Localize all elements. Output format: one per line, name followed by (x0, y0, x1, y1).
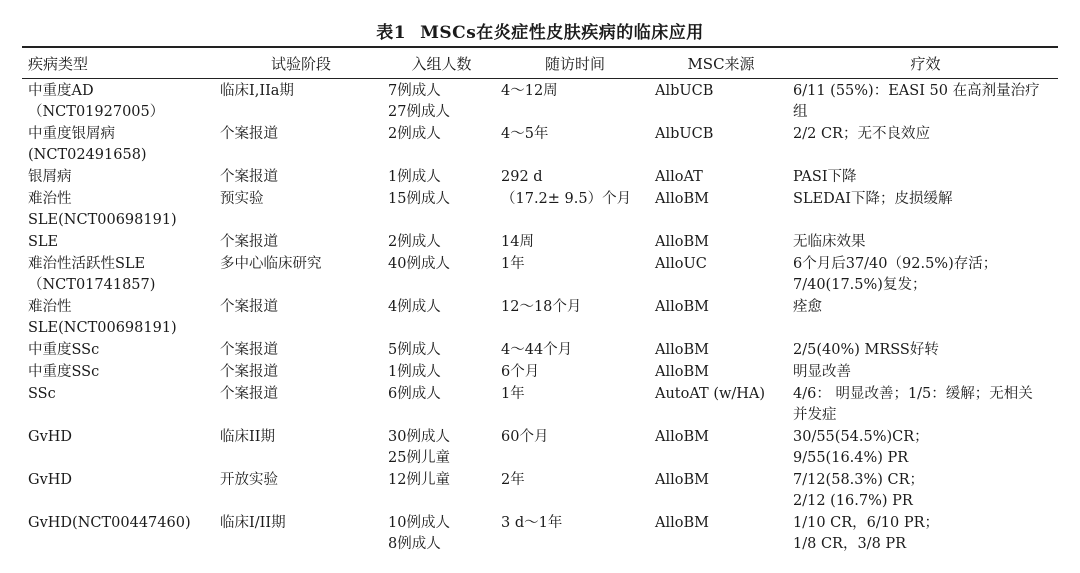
enrollment-cell (382, 297, 495, 340)
enrollment-cell (382, 254, 495, 297)
efficacy-cell-line: 明显改善 (793, 364, 851, 380)
phase-cell-line: 多中心临床研究 (220, 256, 322, 272)
phase-cell-line: 临床I/II期 (220, 515, 286, 531)
efficacy-cell-line: 2/12 (16.7%) PR (793, 493, 913, 509)
msc-source-cell-line: AlloAT (655, 169, 703, 185)
disease-cell (22, 78, 214, 124)
clinical-application-table (22, 50, 1058, 556)
phase-cell (214, 167, 382, 189)
enrollment-cell (382, 167, 495, 189)
followup-cell-line: 6个月 (501, 364, 540, 380)
disease-cell (22, 254, 214, 297)
table-number: 表1 (376, 23, 407, 43)
disease-cell-line: GvHD (28, 429, 73, 445)
followup-cell (495, 513, 649, 556)
msc-source-cell-line: AlloBM (655, 515, 709, 531)
enrollment-cell-line: 4例成人 (388, 299, 441, 315)
enrollment-cell (382, 189, 495, 232)
table-row (22, 124, 1058, 167)
enrollment-cell-line: 1例成人 (388, 364, 441, 380)
table-row (22, 232, 1058, 254)
followup-cell-line: 292 d (501, 169, 543, 185)
efficacy-cell-line: 9/55(16.4%) PR (793, 450, 909, 466)
followup-cell-line: 12～18个月 (501, 299, 582, 315)
efficacy-cell-line: 1/8 CR，3/8 PR (793, 536, 907, 552)
msc-source-cell-line: AlbUCB (655, 126, 714, 142)
enrollment-cell (382, 470, 495, 513)
efficacy-cell (787, 167, 1058, 189)
efficacy-cell (787, 297, 1058, 340)
enrollment-cell (382, 78, 495, 124)
disease-cell-line: (NCT02491658) (28, 147, 147, 163)
msc-source-cell (649, 427, 787, 470)
phase-cell-line: 个案报道 (220, 386, 278, 402)
phase-cell (214, 189, 382, 232)
enrollment-cell-line: 5例成人 (388, 342, 441, 358)
disease-cell-line: SLE (28, 234, 59, 250)
phase-cell-line: 开放实验 (220, 472, 278, 488)
disease-cell (22, 513, 214, 556)
efficacy-cell (787, 470, 1058, 513)
table-row (22, 78, 1058, 124)
disease-cell (22, 362, 214, 384)
table-row (22, 362, 1058, 384)
followup-cell (495, 78, 649, 124)
disease-cell (22, 189, 214, 232)
efficacy-cell-line: 6个月后37/40（92.5%)存活； (793, 256, 998, 272)
efficacy-cell-line: PASI下降 (793, 169, 857, 185)
disease-cell-line: GvHD (28, 472, 73, 488)
followup-cell-line: 4～12周 (501, 83, 558, 99)
table-row (22, 384, 1058, 427)
enrollment-cell-line: 7例成人 (388, 83, 441, 99)
msc-source-cell-line: AlloBM (655, 234, 709, 250)
phase-cell (214, 254, 382, 297)
enrollment-cell (382, 232, 495, 254)
enrollment-cell-line: 40例成人 (388, 256, 450, 272)
phase-cell (214, 362, 382, 384)
followup-cell (495, 124, 649, 167)
enrollment-cell-line: 12例儿童 (388, 472, 450, 488)
enrollment-cell (382, 124, 495, 167)
msc-source-cell-line: AlloBM (655, 342, 709, 358)
disease-cell-line: 中重度AD (28, 83, 94, 99)
table-row (22, 254, 1058, 297)
phase-cell-line: 个案报道 (220, 234, 278, 250)
followup-cell-line: 4～44个月 (501, 342, 573, 358)
enrollment-cell (382, 513, 495, 556)
followup-cell (495, 340, 649, 362)
phase-cell (214, 78, 382, 124)
header-followup: 随访时间 (544, 54, 605, 73)
phase-cell (214, 297, 382, 340)
enrollment-cell-line: 2例成人 (388, 234, 441, 250)
msc-source-cell (649, 340, 787, 362)
followup-cell-line: 4～5年 (501, 126, 549, 142)
header-disease-type: 疾病类型 (28, 54, 89, 73)
table-row (22, 189, 1058, 232)
table-row (22, 340, 1058, 362)
msc-source-cell-line: AlloBM (655, 299, 709, 315)
msc-source-cell (649, 513, 787, 556)
phase-cell (214, 470, 382, 513)
phase-cell-line: 临床I,IIa期 (220, 83, 294, 99)
disease-cell-line: 中重度SSc (28, 342, 100, 358)
msc-source-cell (649, 167, 787, 189)
msc-source-cell (649, 297, 787, 340)
table-row (22, 470, 1058, 513)
efficacy-cell (787, 189, 1058, 232)
followup-cell-line: 14周 (501, 234, 534, 250)
disease-cell (22, 340, 214, 362)
msc-source-cell-line: AlloUC (655, 256, 707, 272)
disease-cell (22, 427, 214, 470)
phase-cell (214, 384, 382, 427)
enrollment-cell-line: 15例成人 (388, 191, 450, 207)
followup-cell (495, 189, 649, 232)
enrollment-cell-line: 8例成人 (388, 536, 441, 552)
followup-cell (495, 297, 649, 340)
followup-cell (495, 254, 649, 297)
efficacy-cell (787, 513, 1058, 556)
disease-cell (22, 297, 214, 340)
disease-cell-line: （NCT01927005） (28, 104, 165, 120)
enrollment-cell-line: 25例儿童 (388, 450, 450, 466)
enrollment-cell (382, 384, 495, 427)
efficacy-cell-line: 4/6： 明显改善；1/5：缓解；无相关并发症 (793, 386, 1033, 423)
phase-cell-line: 个案报道 (220, 364, 278, 380)
enrollment-cell-line: 30例成人 (388, 429, 450, 445)
table-caption (0, 18, 1080, 43)
enrollment-cell-line: 27例成人 (388, 104, 450, 120)
efficacy-cell-line: 7/12(58.3%) CR； (793, 472, 925, 488)
disease-cell (22, 470, 214, 513)
efficacy-cell-line: 7/40(17.5%)复发； (793, 277, 927, 293)
enrollment-cell (382, 427, 495, 470)
msc-source-cell (649, 124, 787, 167)
enrollment-cell-line: 2例成人 (388, 126, 441, 142)
enrollment-cell-line: 6例成人 (388, 386, 441, 402)
followup-cell-line: 1年 (501, 256, 525, 272)
followup-cell-line: 2年 (501, 472, 525, 488)
efficacy-cell-line: 2/5(40%) MRSS好转 (793, 342, 939, 358)
followup-cell (495, 470, 649, 513)
disease-cell-line: 中重度银屑病 (28, 126, 115, 142)
phase-cell (214, 340, 382, 362)
msc-source-cell-line: AlloBM (655, 472, 709, 488)
followup-cell-line: （17.2± 9.5）个月 (501, 191, 632, 207)
efficacy-cell (787, 124, 1058, 167)
followup-cell (495, 167, 649, 189)
msc-source-cell (649, 470, 787, 513)
efficacy-cell-line: 2/2 CR；无不良效应 (793, 126, 930, 142)
disease-cell-line: （NCT01741857) (28, 277, 156, 293)
disease-cell-line: SLE(NCT00698191) (28, 212, 177, 228)
top-rule (22, 46, 1058, 48)
disease-cell-line: SSc (28, 386, 56, 402)
efficacy-cell (787, 340, 1058, 362)
table-title: MSCs在炎症性皮肤疾病的临床应用 (420, 23, 704, 43)
msc-source-cell (649, 189, 787, 232)
table-row (22, 297, 1058, 340)
followup-cell (495, 232, 649, 254)
efficacy-cell-line: 无临床效果 (793, 234, 866, 250)
table-row (22, 427, 1058, 470)
enrollment-cell (382, 362, 495, 384)
efficacy-cell-line: SLEDAI下降；皮损缓解 (793, 191, 953, 207)
efficacy-cell-line: 1/10 CR，6/10 PR； (793, 515, 940, 531)
disease-cell (22, 167, 214, 189)
header-msc-source: MSC来源 (687, 54, 755, 73)
disease-cell-line: GvHD(NCT00447460) (28, 515, 191, 531)
phase-cell-line: 个案报道 (220, 299, 278, 315)
enrollment-cell-line: 1例成人 (388, 169, 441, 185)
disease-cell-line: 银屑病 (28, 169, 72, 185)
msc-source-cell-line: AlloBM (655, 429, 709, 445)
disease-cell-line: 难治性 (28, 299, 72, 315)
efficacy-cell-line: 痊愈 (793, 299, 822, 315)
msc-source-cell-line: AlloBM (655, 191, 709, 207)
followup-cell-line: 1年 (501, 386, 525, 402)
phase-cell-line: 个案报道 (220, 342, 278, 358)
followup-cell-line: 60个月 (501, 429, 549, 445)
phase-cell-line: 预实验 (220, 191, 264, 207)
efficacy-cell-line: 6/11 (55%)：EASI 50 在高剂量治疗组 (793, 83, 1040, 120)
header-row (22, 50, 1058, 78)
phase-cell (214, 232, 382, 254)
msc-source-cell (649, 384, 787, 427)
phase-cell-line: 临床II期 (220, 429, 275, 445)
phase-cell (214, 513, 382, 556)
msc-source-cell (649, 362, 787, 384)
efficacy-cell (787, 384, 1058, 427)
followup-cell (495, 384, 649, 427)
disease-cell-line: 中重度SSc (28, 364, 100, 380)
header-efficacy: 疗效 (910, 54, 941, 73)
followup-cell (495, 427, 649, 470)
phase-cell (214, 124, 382, 167)
table-row (22, 513, 1058, 556)
efficacy-cell (787, 78, 1058, 124)
disease-cell (22, 124, 214, 167)
enrollment-cell (382, 340, 495, 362)
disease-cell-line: SLE(NCT00698191) (28, 320, 177, 336)
followup-cell (495, 362, 649, 384)
table-row (22, 167, 1058, 189)
msc-source-cell-line: AlloBM (655, 364, 709, 380)
msc-source-cell (649, 232, 787, 254)
phase-cell (214, 427, 382, 470)
enrollment-cell-line: 10例成人 (388, 515, 450, 531)
efficacy-cell (787, 427, 1058, 470)
efficacy-cell (787, 254, 1058, 297)
header-enrollment: 入组人数 (411, 54, 472, 73)
efficacy-cell (787, 232, 1058, 254)
disease-cell-line: 难治性活跃性SLE (28, 256, 146, 272)
efficacy-cell (787, 362, 1058, 384)
disease-cell-line: 难治性 (28, 191, 72, 207)
header-trial-phase: 试验阶段 (270, 54, 331, 73)
msc-source-cell (649, 78, 787, 124)
msc-source-cell-line: AlbUCB (655, 83, 714, 99)
msc-source-cell (649, 254, 787, 297)
disease-cell (22, 384, 214, 427)
followup-cell-line: 3 d～1年 (501, 515, 563, 531)
msc-source-cell-line: AutoAT (w/HA) (655, 386, 766, 402)
phase-cell-line: 个案报道 (220, 169, 278, 185)
disease-cell (22, 232, 214, 254)
phase-cell-line: 个案报道 (220, 126, 278, 142)
efficacy-cell-line: 30/55(54.5%)CR； (793, 429, 929, 445)
table-body (22, 78, 1058, 556)
